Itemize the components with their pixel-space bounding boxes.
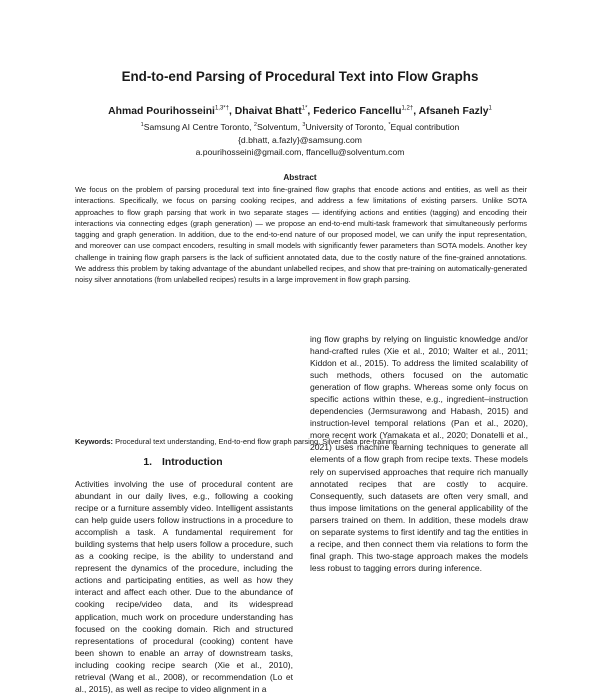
- affiliations-block: [40, 121, 560, 159]
- section-number: 1.: [143, 457, 153, 468]
- author-affiliation-marks: 1*: [301, 105, 308, 112]
- abstract-text: We focus on the problem of parsing procedural text into fine-grained flow graphs that encode actions and entities, as well as their interactions. Specifically, we focus on parsing cooking recipes, and address a few limitations of existing parsers. Unlike SOTA approaches to flow graph parsing that work in two separate stages — identifying actions and entities (tagging) and encoding their interactions via connecting edges (graph generation) — we propose an end-to-end multi-task framework that simultaneously performs tagging and graph generation. In addition, due to the end-to-end nature of our proposed model, we can unify the input representation, and moreover can use compact encoders, resulting in small models with significantly fewer parameters than SOTA models. Another key challenge in training flow graph parsers is the lack of sufficient annotated data, due to the costly nature of the fine-grained annotations. We address this problem by taking advantage of the abundant unlabelled recipes, and show that pre-training on automatically-generated noisy silver annotations (from unlabelled recipes) results in a large improvement in flow graph parsing.: [75, 185, 527, 285]
- affiliation-mark: *: [388, 122, 391, 129]
- email-line: a.pourihosseini@gmail.com, ffancellu@solventum.com: [195, 147, 405, 158]
- author-separator: ,: [413, 106, 419, 117]
- affiliation-mark: 1: [140, 122, 144, 129]
- affiliations-line: [40, 121, 560, 134]
- section-heading: [75, 457, 291, 468]
- affiliation: Solventum,: [256, 122, 303, 132]
- section-title: Introduction: [162, 457, 223, 468]
- abstract-heading: Abstract: [283, 173, 317, 182]
- author-affiliation-marks: 1,2†: [401, 105, 414, 112]
- author-name: Ahmad Pourihosseini: [108, 106, 215, 117]
- affiliation: Equal contribution: [390, 122, 460, 132]
- intro-left-column: Activities involving the use of procedural content are abundant in our daily lives, e.g., following a cooking recipe or a furniture assembly video. Intelligent assistants can help guide users follow instructions in a procedure to accomplish a task. A fundamental requirement for building systems that help users follow a procedure, such as a cooking recipe, is the ability to understand and represent the dynamics of the procedure, including the actions and participating entities, as well as how they interact and affect each other. Due to the abundance of cooking recipe/video data, and its widespread application, much work on procedure understanding has focused on the cooking domain. Rich and structured representations of procedural (cooking) content have been shown to enable an array of downstream tasks, including cooking recipe search (Xie et al., 2010), retrieval (Wang et al., 2008), or recommendation (Lo et al., 2015), as well as recipe to video alignment in a: [75, 479, 293, 694]
- affiliation-mark: 2: [253, 122, 257, 129]
- affiliation-mark: 3: [302, 122, 306, 129]
- keywords-label: Keywords:: [75, 437, 114, 446]
- keywords-text: Procedural text understanding, End-to-end flow graph parsing, Silver data pre-training: [115, 437, 398, 446]
- author-list: [40, 106, 560, 117]
- affiliation: Samsung AI Centre Toronto,: [143, 122, 254, 132]
- author-name: Federico Fancellu: [313, 106, 402, 117]
- intro-right-column: ing flow graphs by relying on linguistic knowledge and/or hand-crafted rules (Xie et al., 2010; Walter et al., 2011; Kiddon et al., 2015). To address the limited scalability of such methods, others focused on the automatic generation of flow graphs. Whereas some only focus on specific actions within these, e.g., ingredient–instruction dependencies (Jermsurawong and Habash, 2015) and instruction-level temporal relations (Pan et al., 2020), more recent work (Yamakata et al., 2020; Donatelli et al., 2021) uses machine learning techniques to generate all elements of a flow graph from recipe texts. These models rely on supervised approaches that require rich manually annotated recipes that are costly to acquire. Consequently, such datasets are often very small, and thus impose limitations on the general applicability of the parsers trained on them. In addition, these models draw on separate systems to first identify and tag the entities in a recipe, and then connect them via relations to form the final graph. This two-stage approach makes the models less robust to tagging errors during inference.: [310, 334, 528, 573]
- affiliation: University of Toronto,: [305, 122, 389, 132]
- author-name: Dhaivat Bhatt: [234, 106, 302, 117]
- author-separator: ,: [307, 106, 314, 117]
- author-separator: ,: [228, 106, 235, 117]
- email-line: {d.bhatt, a.fazly}@samsung.com: [238, 134, 362, 145]
- paper-title: End-to-end Parsing of Procedural Text into Flow Graphs: [121, 69, 479, 84]
- author-name: Afsaneh Fazly: [418, 106, 489, 117]
- author-affiliation-marks: 1,3*†: [214, 105, 229, 112]
- author-affiliation-marks: 1: [488, 105, 492, 112]
